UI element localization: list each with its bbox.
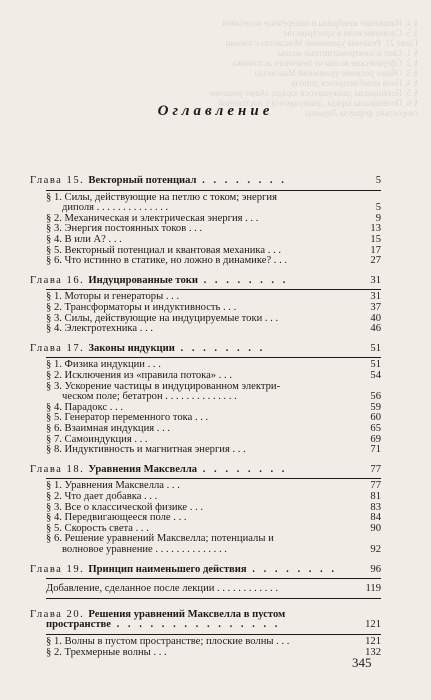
- page-ref: 59: [370, 401, 381, 413]
- page-ref: 31: [370, 291, 381, 303]
- toc-section: § 8. Индуктивность и магнитная энергия . . . 71: [46, 444, 381, 456]
- toc-section: § 3. Ускорение частицы в индуцированном электри-: [46, 380, 281, 392]
- chapter-title: Решения уравнений Максвелла в пустом: [88, 608, 286, 620]
- page-ref: 90: [370, 522, 381, 534]
- page-ref: 77: [370, 463, 381, 475]
- toc-section: § 1. Физика индукции . . . 51: [46, 359, 381, 371]
- toc-section: § 3. Все о классической физике . . . 83: [46, 501, 381, 513]
- chapter-title: Принцип наименьшего действия: [88, 563, 247, 575]
- toc-section: § 7. Самоиндукция . . . 69: [46, 433, 381, 445]
- page-ref: 132: [365, 646, 381, 658]
- chapter-label: Глава 17.: [30, 342, 89, 354]
- toc-section-continuation: диполя . . . . . . . . . . . . . . 5: [62, 202, 381, 214]
- toc-chapter: [0, 176, 431, 187]
- chapter-title: Индуцированные токи: [88, 274, 198, 286]
- chapter-label: Глава 20.: [30, 608, 89, 620]
- page-ref: 77: [370, 480, 381, 492]
- page-ref: 9: [375, 212, 381, 224]
- toc-section: § 5. Векторный потенциал и квантовая механика . . . 17: [46, 244, 381, 256]
- page-ref: 17: [370, 244, 381, 256]
- toc-section: § 1. Силы, действующие на петлю с током; энергия: [46, 191, 277, 203]
- page-ref: 15: [370, 234, 381, 245]
- toc-section: § 2. Исключения из «правила потока» . . . 54: [46, 370, 381, 381]
- page-ref: 92: [370, 544, 381, 555]
- toc-section: § 4. Парадокс . . . 59: [46, 401, 381, 413]
- chapter-title: Законы индукции: [88, 342, 175, 354]
- divider: [46, 598, 381, 599]
- chapter-title: пространстве: [46, 619, 111, 631]
- chapter-title: Векторный потенциал: [88, 175, 197, 186]
- divider: [46, 190, 381, 191]
- toc-section: § 4. Электротехника . . . 46: [46, 323, 381, 335]
- leader-dots: . . . . . . . .: [246, 563, 337, 575]
- page-number: 345: [352, 655, 372, 670]
- toc-section: § 4. Передвигающееся поле . . . 84: [46, 512, 381, 524]
- bleed-through-text: § 4. Натяжение мембраны и поперечные колебания § 5. Сложение волн в пространстве Глава 21. Решения уравнений Максвелла с токами § 1. Свет и электромагнитные волны § 2. Сферические волны от точечного источника § 3. Общее решение уравнений Максвелла § 4. Поля колеблющегося диполя § 5. Потенциалы движущегося заряда; общее решение § 6. Потенциалы заряда, движущегося с постоянной скоростью; формула Лоренца: [209, 18, 418, 118]
- page-ref: 121: [365, 619, 381, 631]
- page-ref: 37: [370, 302, 381, 313]
- toc-section: § 3. Силы, действующие на индуцируемые токи . . . 40: [46, 312, 381, 324]
- toc-chapter: [0, 565, 431, 576]
- page-ref: 31: [370, 274, 381, 286]
- toc-section: § 2. Трансформаторы и индуктивность . . . 37: [46, 302, 381, 313]
- page-ref: 13: [370, 223, 381, 235]
- page-ref: 5: [375, 202, 381, 214]
- page-ref: 27: [370, 255, 381, 267]
- page-ref: 65: [370, 423, 381, 434]
- toc-section: § 6. Решение уравнений Максвелла; потенциалы и: [46, 533, 274, 545]
- toc-section-continuation: волновое уравнение . . . . . . . . . . . . . . 92: [62, 544, 381, 555]
- page-ref: 56: [370, 391, 381, 403]
- page-ref: 40: [370, 312, 381, 324]
- toc-section: § 2. Механическая и электрическая энергия . . . 9: [46, 212, 381, 224]
- leader-dots: . . . . . . . .: [174, 342, 266, 354]
- page-ref: 119: [365, 583, 381, 595]
- divider: [46, 289, 381, 290]
- chapter-label: Глава 19.: [30, 563, 89, 575]
- toc-section: § 6. Что истинно в статике, но ложно в динамике? . . . 27: [46, 255, 381, 267]
- toc-section: § 2. Что дает добавка . . . 81: [46, 491, 381, 502]
- page-ref: 84: [370, 512, 381, 524]
- leader-dots: . . . . . . . .: [196, 175, 287, 186]
- toc-section: § 1. Волны в пустом пространстве; плоские волны . . . 121: [46, 636, 381, 647]
- leader-dots: . . . . . . . .: [197, 463, 288, 475]
- page-ref: 5: [375, 175, 381, 186]
- toc-chapter: [0, 344, 431, 355]
- toc-chapter: [0, 276, 431, 287]
- toc-section: § 2. Трехмерные волны . . . 132: [46, 646, 381, 658]
- chapter-label: Глава 15.: [30, 175, 89, 186]
- chapter-title: Уравнения Максвелла: [88, 463, 198, 475]
- toc-section-continuation: ческом поле; бетатрон . . . . . . . . . . . . . . 56: [62, 391, 381, 403]
- page-ref: 51: [370, 359, 381, 371]
- leader-dots: . . . . . . . .: [197, 274, 289, 286]
- chapter-label: Глава 16.: [30, 274, 89, 286]
- page-ref: 69: [370, 433, 381, 445]
- page-ref: 54: [370, 370, 381, 381]
- divider: [46, 578, 381, 579]
- divider: [46, 478, 381, 479]
- toc-entry: Добавление, сделанное после лекции . . . . . . . . . . . . 119: [46, 583, 381, 595]
- divider: [46, 634, 381, 635]
- page-title: Оглавление: [157, 103, 274, 119]
- toc-section: § 1. Моторы и генераторы . . . 31: [46, 291, 381, 303]
- page-ref: 46: [370, 323, 381, 335]
- toc-section: § 4. B или A? . . . 15: [46, 234, 381, 245]
- page-ref: 96: [370, 563, 381, 575]
- page-ref: 121: [365, 636, 381, 647]
- page-ref: 51: [370, 342, 381, 354]
- toc-section: § 1. Уравнения Максвелла . . . 77: [46, 480, 381, 492]
- page-ref: 60: [370, 412, 381, 424]
- page-ref: 83: [370, 501, 381, 513]
- toc-section: § 6. Взаимная индукция . . . 65: [46, 423, 381, 434]
- divider: [46, 357, 381, 358]
- page-ref: 81: [370, 491, 381, 502]
- toc-chapter-continuation: [0, 620, 431, 631]
- leader-dots: . . . . . . . . . . . . . . .: [110, 619, 281, 631]
- toc-chapter: [0, 465, 431, 476]
- toc-section: § 5. Скорость света . . . 90: [46, 522, 381, 534]
- toc-section: § 5. Генератор переменного тока . . . 60: [46, 412, 381, 424]
- page-ref: 71: [370, 444, 381, 456]
- chapter-label: Глава 18.: [30, 463, 89, 475]
- toc-section: § 3. Энергия постоянных токов . . . 13: [46, 223, 381, 235]
